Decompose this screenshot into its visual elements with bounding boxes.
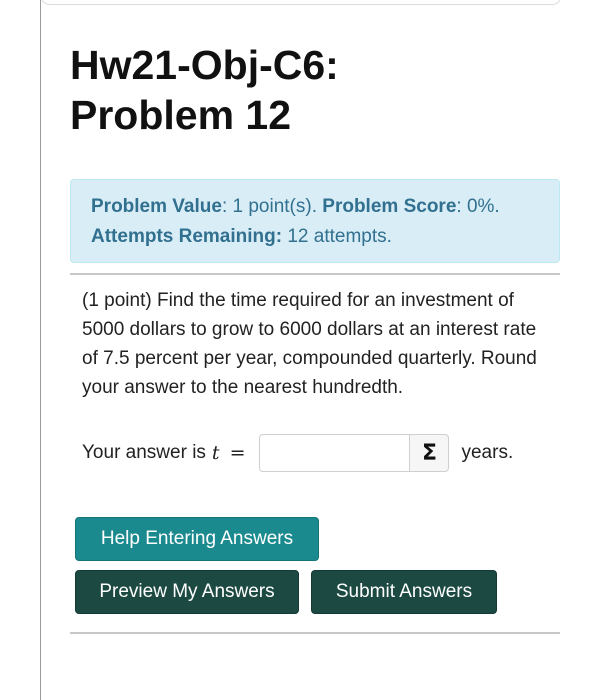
left-border (40, 0, 41, 700)
title-line-2: Problem 12 (70, 92, 292, 138)
problem-text: (1 point) Find the time required for an investment of 5000 dollars to grow to 6000 dollars at an interest rate of 7.5 percent per year, compounded quarterly. Round your answer to the nearest hundredth. (82, 290, 537, 398)
top-panel-edge (40, 0, 562, 5)
answer-label: Your answer is (82, 442, 206, 463)
help-entering-answers-button[interactable]: Help Entering Answers (75, 517, 319, 561)
title-line-1: Hw21-Obj-C6: (70, 42, 339, 88)
submit-answers-button[interactable]: Submit Answers (311, 570, 497, 614)
attempts-remaining-text: 12 attempts. (282, 226, 392, 247)
answer-input[interactable] (259, 434, 409, 472)
answer-variable: t (211, 442, 220, 464)
attempts-remaining-label: Attempts Remaining: (91, 226, 283, 247)
divider-bottom (70, 632, 560, 634)
equation-editor-sigma-icon[interactable]: Σ (409, 434, 449, 472)
problem-value-label: Problem Value (91, 196, 222, 217)
problem-info-box (70, 179, 560, 263)
answer-row (82, 432, 552, 474)
problem-value-text: : 1 point(s). (221, 196, 323, 217)
preview-answers-button[interactable]: Preview My Answers (75, 570, 299, 614)
page-title (70, 40, 550, 140)
problem-score-label: Problem Score (322, 196, 457, 217)
divider-top (70, 273, 560, 275)
answer-units: years. (461, 442, 514, 463)
problem-score-text: : 0%. (456, 196, 500, 217)
answer-equals: = (229, 442, 246, 464)
